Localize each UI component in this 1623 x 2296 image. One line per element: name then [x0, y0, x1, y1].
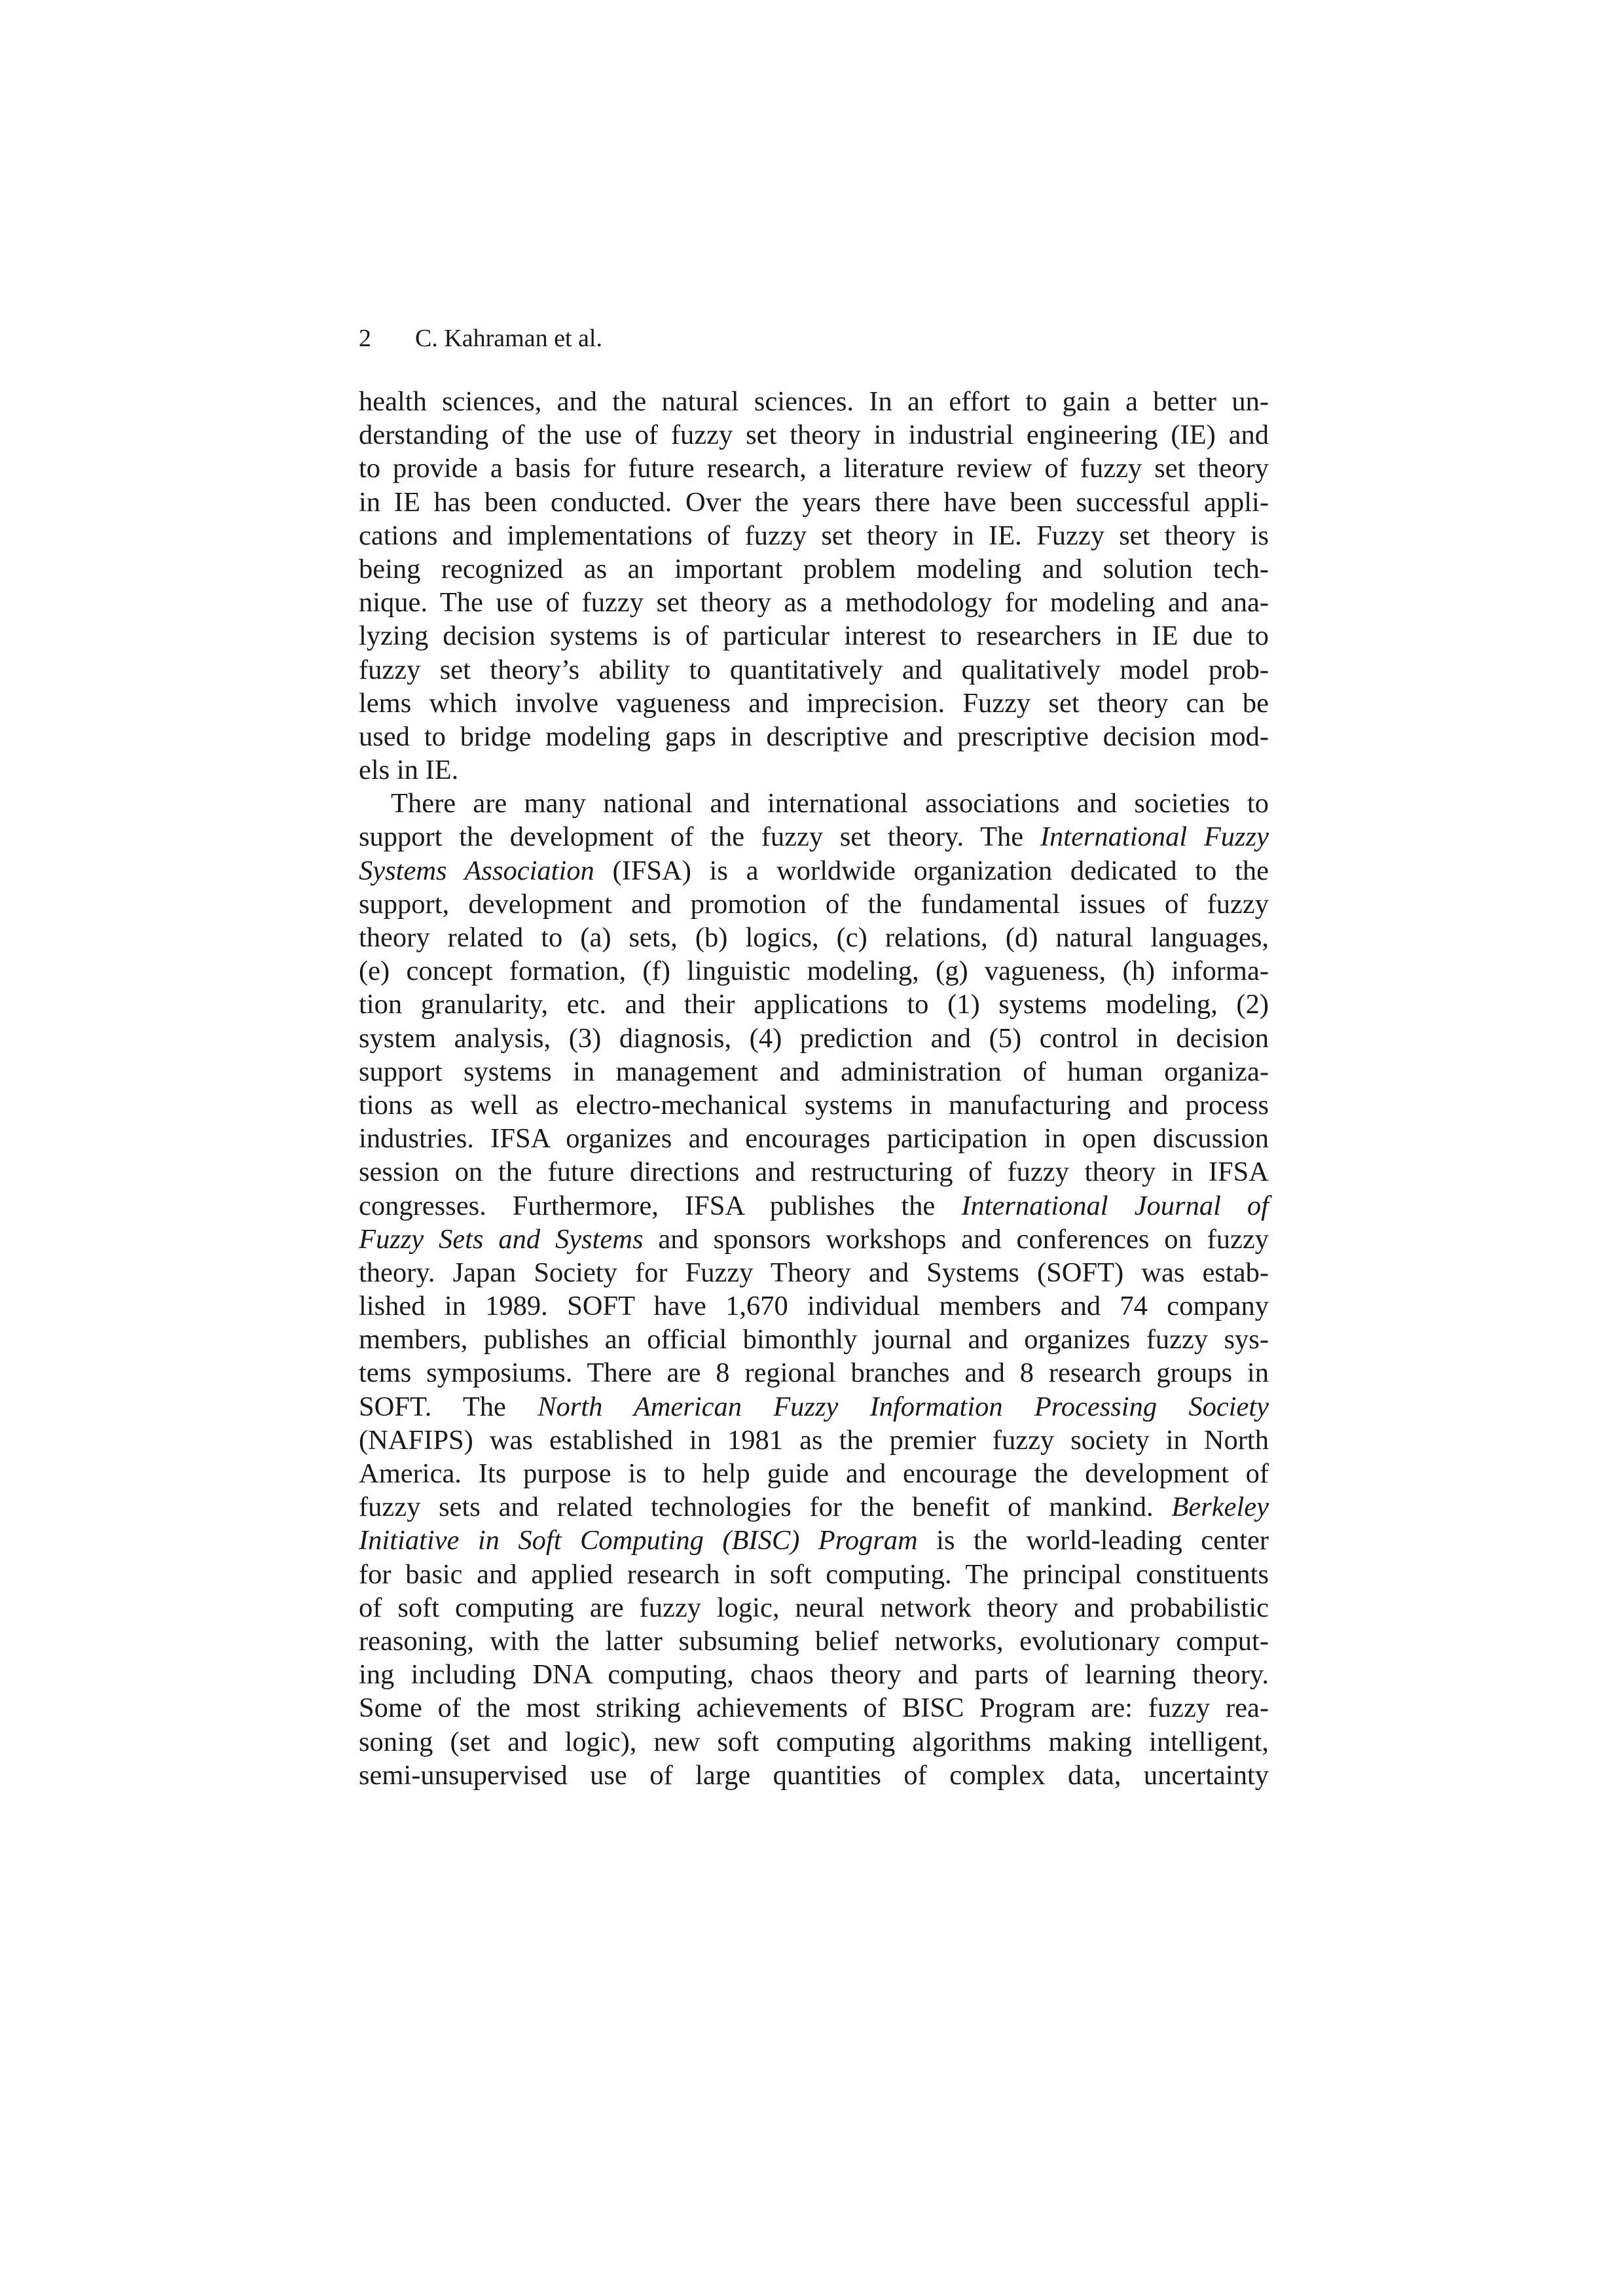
text-line	[359, 1490, 1269, 1524]
journal-name: International Journal of	[961, 1190, 1269, 1221]
text-line: to provide a basis for future research, a literature review of fuzzy set theory	[359, 453, 1269, 484]
text-run: SOFT. The	[359, 1391, 506, 1422]
text-run: support the development of the fuzzy set theory. The	[359, 821, 1024, 853]
text-line: in IE has been conducted. Over the years there have been successful appli-	[359, 486, 1269, 518]
text-line: lyzing decision systems is of particular interest to researchers in IE due to	[359, 620, 1269, 652]
text-run: congresses. Furthermore, IFSA publishes the	[359, 1190, 936, 1221]
text-line: support, development and promotion of the fundamental issues of fuzzy	[359, 888, 1269, 920]
paragraph-1	[359, 385, 1269, 787]
text-line	[359, 1189, 1269, 1223]
paragraph-2	[359, 787, 1269, 1792]
organization-name: International Fuzzy	[1040, 821, 1269, 853]
body-text	[359, 385, 1269, 1792]
text-line: tions as well as electro-mechanical systems in manufacturing and process	[359, 1089, 1269, 1121]
text-line: session on the future directions and restructuring of fuzzy theory in IFSA	[359, 1157, 1269, 1188]
text-line	[359, 1524, 1269, 1557]
text-line: tion granularity, etc. and their applications to (1) systems modeling, (2)	[359, 989, 1269, 1020]
organization-name: North American Fuzzy Information Processing Society	[538, 1391, 1269, 1422]
text-line: tems symposiums. There are 8 regional branches and 8 research groups in	[359, 1357, 1269, 1389]
text-line: ing including DNA computing, chaos theory and parts of learning theory.	[359, 1659, 1269, 1691]
text-run: is the world-leading center	[936, 1525, 1269, 1556]
text-line: system analysis, (3) diagnosis, (4) prediction and (5) control in decision	[359, 1022, 1269, 1054]
text-line: of soft computing are fuzzy logic, neural network theory and probabilistic	[359, 1592, 1269, 1623]
text-line: els in IE.	[359, 755, 459, 786]
text-line: being recognized as an important problem modeling and solution tech-	[359, 553, 1269, 584]
author-line: C. Kahraman et al.	[415, 325, 602, 352]
text-line: fuzzy set theory’s ability to quantitatively and qualitatively model prob-	[359, 654, 1269, 685]
organization-name: Systems Association	[359, 855, 594, 886]
text-line: lished in 1989. SOFT have 1,670 individual members and 74 company	[359, 1291, 1269, 1322]
text-line: Some of the most striking achievements of BISC Program are: fuzzy rea-	[359, 1693, 1269, 1724]
text-run: (IFSA) is a worldwide organization dedicated to the	[612, 855, 1269, 886]
running-head	[359, 322, 602, 355]
text-line: support systems in management and administration of human organiza-	[359, 1056, 1269, 1087]
page-number: 2	[359, 325, 371, 352]
text-line	[359, 854, 1269, 888]
text-line: (e) concept formation, (f) linguistic modeling, (g) vagueness, (h) informa-	[359, 956, 1269, 987]
organization-name: Berkeley	[1171, 1492, 1269, 1523]
text-line: (NAFIPS) was established in 1981 as the premier fuzzy society in North	[359, 1424, 1269, 1456]
text-line: used to bridge modeling gaps in descriptive and prescriptive decision mod-	[359, 721, 1269, 752]
text-line: theory. Japan Society for Fuzzy Theory and Systems (SOFT) was estab-	[359, 1257, 1269, 1288]
text-line	[359, 820, 1269, 853]
text-line: semi-unsupervised use of large quantities of complex data, uncertainty	[359, 1759, 1269, 1791]
text-line: cations and implementations of fuzzy set theory in IE. Fuzzy set theory is	[359, 520, 1269, 551]
text-line: health sciences, and the natural sciences. In an effort to gain a better un-	[359, 386, 1269, 417]
text-line: members, publishes an official bimonthly journal and organizes fuzzy sys-	[359, 1324, 1269, 1355]
text-line: theory related to (a) sets, (b) logics, (c) relations, (d) natural languages,	[359, 922, 1269, 953]
text-line	[359, 1223, 1269, 1256]
text-line: industries. IFSA organizes and encourages participation in open discussion	[359, 1123, 1269, 1155]
text-line: There are many national and international associations and societies to	[391, 788, 1269, 819]
text-run: and sponsors workshops and conferences on fuzzy	[658, 1223, 1269, 1255]
text-line	[359, 1390, 1269, 1424]
text-line: derstanding of the use of fuzzy set theory in industrial engineering (IE) and	[359, 420, 1269, 451]
organization-name: Initiative in Soft Computing (BISC) Program	[359, 1525, 918, 1556]
text-line: nique. The use of fuzzy set theory as a methodology for modeling and ana-	[359, 587, 1269, 619]
text-line: for basic and applied research in soft computing. The principal constituents	[359, 1558, 1269, 1590]
text-line: lems which involve vagueness and imprecision. Fuzzy set theory can be	[359, 687, 1269, 719]
journal-name: Fuzzy Sets and Systems	[359, 1223, 644, 1255]
text-run: fuzzy sets and related technologies for the benefit of mankind.	[359, 1492, 1154, 1523]
text-line: reasoning, with the latter subsuming belief networks, evolutionary comput-	[359, 1625, 1269, 1657]
text-line: soning (set and logic), new soft computing algorithms making intelligent,	[359, 1726, 1269, 1757]
text-line: America. Its purpose is to help guide and encourage the development of	[359, 1458, 1269, 1489]
